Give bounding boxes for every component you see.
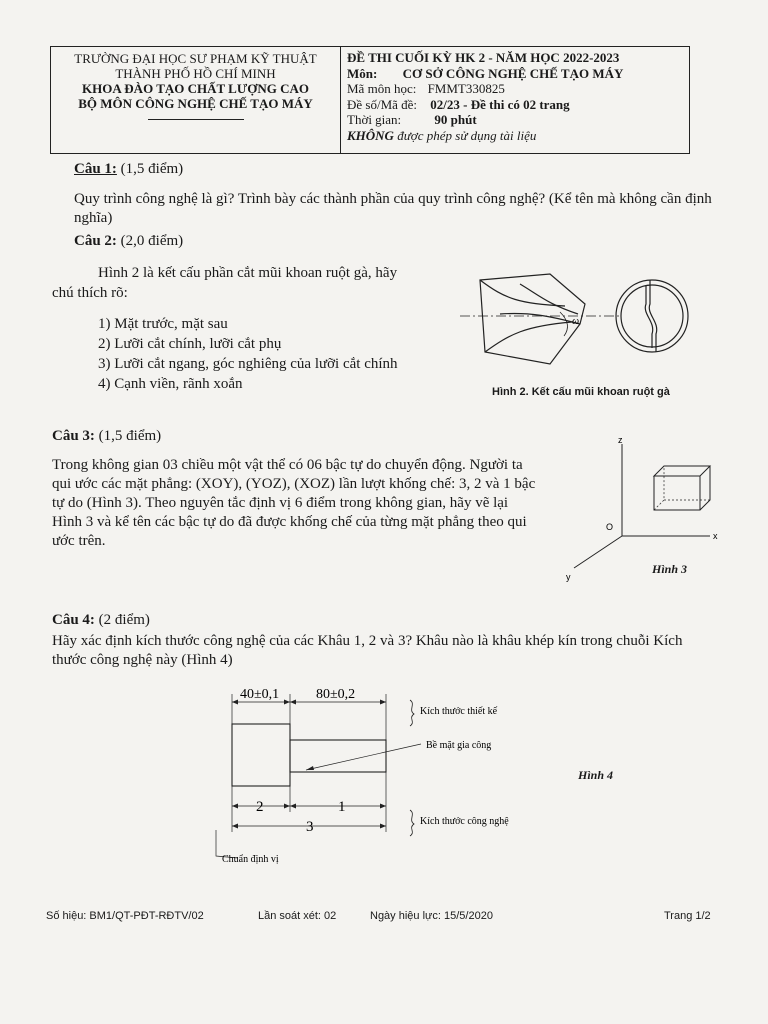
faculty-name: KHOA ĐÀO TẠO CHẤT LƯỢNG CAO (82, 81, 309, 96)
q1-points: (1,5 điểm) (120, 161, 184, 177)
q4-title (52, 612, 150, 629)
drill-flute-upper (480, 280, 565, 306)
duration-row (347, 112, 687, 128)
cube-front (654, 476, 700, 510)
q1-text: Quy trình công nghệ là gì? Trình bày các thành phần của quy trình công nghệ? (Kể tên mà không cần định nghĩa) (74, 191, 712, 226)
exam-info-block (347, 50, 687, 143)
q2-title (74, 233, 183, 250)
exam-code-label: Đề số/Mã đề: (347, 96, 418, 112)
q1-title (74, 161, 183, 178)
duration-label: Thời gian: (347, 112, 402, 127)
q2-intro-line2: chú thích rõ: (52, 285, 128, 301)
part-small-step (290, 740, 386, 772)
x-axis-label: x (713, 531, 718, 541)
y-axis-label: y (566, 572, 571, 582)
exam-code-row (347, 97, 687, 113)
dim-40-label: 40±0,1 (240, 687, 280, 702)
q4-points: (2 điểm) (98, 612, 150, 628)
surface-leader (306, 744, 421, 770)
q2-points: (2,0 điểm) (120, 233, 184, 249)
part-large-step (232, 724, 290, 786)
q4-text: Hãy xác định kích thước công nghệ của các Khâu 1, 2 và 3? Khâu nào là khâu khép kín trong chuỗi Kích thước công nghệ này (Hình 4) (52, 633, 683, 668)
city-name: THÀNH PHỐ HỒ CHÍ MINH (115, 66, 276, 81)
exam-code-value: 02/23 - Đề thi có 02 trang (430, 96, 570, 112)
q2-label: Câu 2: (74, 233, 117, 249)
course-code-value: FMMT330825 (427, 81, 505, 96)
list-item: 1) Mặt trước, mặt sau (98, 316, 228, 332)
q3-points: (1,5 điểm) (98, 428, 162, 444)
material-note-rest: được phép sử dụng tài liệu (397, 127, 537, 143)
z-axis-label: z (618, 435, 623, 445)
header-rule (148, 119, 244, 120)
q4-label: Câu 4: (52, 612, 95, 628)
university-name: TRƯỜNG ĐẠI HỌC SƯ PHẠM KỸ THUẬT (74, 51, 317, 66)
drill-end-web (649, 280, 656, 352)
y-axis (574, 536, 622, 568)
drill-flute-lower (485, 322, 572, 352)
q2-item-list (98, 314, 398, 394)
q3-label: Câu 3: (52, 428, 95, 444)
exam-header (50, 46, 690, 154)
institution-block (51, 47, 341, 153)
dim-80-label: 80±0,2 (316, 687, 356, 702)
subject-label: Môn: (347, 65, 378, 81)
q1-label: Câu 1: (74, 161, 117, 177)
figure-3-caption: Hình 3 (652, 562, 688, 576)
design-dimension-label: Kích thước thiết kế (420, 706, 498, 717)
list-item: 4) Cạnh viền, rãnh xoắn (98, 376, 243, 392)
department-name: BỘ MÔN CÔNG NGHỆ CHẾ TẠO MÁY (78, 96, 313, 111)
origin-label: O (606, 522, 614, 532)
footer-revision: Lần soát xét: 02 (258, 910, 337, 922)
course-code-row (347, 81, 687, 97)
drill-side-body (480, 274, 585, 364)
material-note (347, 128, 687, 144)
q3-title (52, 428, 161, 445)
q3-text: Trong không gian 03 chiều một vật thể có 06 bậc tự do chuyển động. Người ta qui ước các mặt phẳng: (XOY), (YOZ), (XOZ) lần lượt khống chế: 3, 2 và 1 bậc tự do (Hình 3). Theo nguyên tắc định vị 6 điểm trong không gian, hãy vẽ lại Hình 3 và kể tên các bậc tự do đã được khống chế của từng mặt phẳng theo qui ước trên. (52, 457, 536, 549)
figure-4-caption: Hình 4 (578, 768, 614, 782)
list-item: 2) Lưỡi cắt chính, lưỡi cắt phụ (98, 336, 282, 352)
datum-label: Chuẩn định vị (222, 854, 279, 865)
axis-figure (560, 436, 730, 586)
figure-2-caption: Hình 2. Kết cấu mũi khoan ruột gà (492, 386, 670, 398)
course-code-label: Mã môn học: (347, 81, 417, 96)
subject-value: CƠ SỞ CÔNG NGHỆ CHẾ TẠO MÁY (402, 65, 624, 81)
q2-intro-line1: Hình 2 là kết cấu phần cắt mũi khoan ruột gà, hãy (98, 265, 398, 281)
exam-title: ĐỀ THI CUỐI KỲ HK 2 - NĂM HỌC 2022-2023 (347, 50, 620, 65)
link-2-label: 2 (256, 799, 264, 815)
footer-page-number: Trang 1/2 (664, 910, 711, 922)
tech-dimension-label: Kích thước công nghệ (420, 816, 509, 827)
footer-doc-code: Số hiệu: BM1/QT-PĐT-RĐTV/02 (46, 910, 204, 922)
duration-value: 90 phút (434, 112, 477, 127)
machined-surface-label: Bề mặt gia công (426, 740, 492, 751)
footer-effective-date: Ngày hiệu lực: 15/5/2020 (370, 910, 493, 922)
cube-side (700, 466, 710, 510)
subject-row (347, 66, 687, 82)
link-1-label: 1 (338, 799, 346, 815)
cube-top (654, 466, 710, 476)
list-item: 3) Lưỡi cắt ngang, góc nghiêng của lưỡi cắt chính (98, 356, 398, 372)
link-3-label: 3 (306, 819, 314, 835)
material-note-bold: KHÔNG (347, 127, 394, 143)
dimension-chain-figure (196, 680, 536, 870)
drill-bit-figure (460, 264, 700, 382)
omega-label: ω (572, 316, 580, 327)
